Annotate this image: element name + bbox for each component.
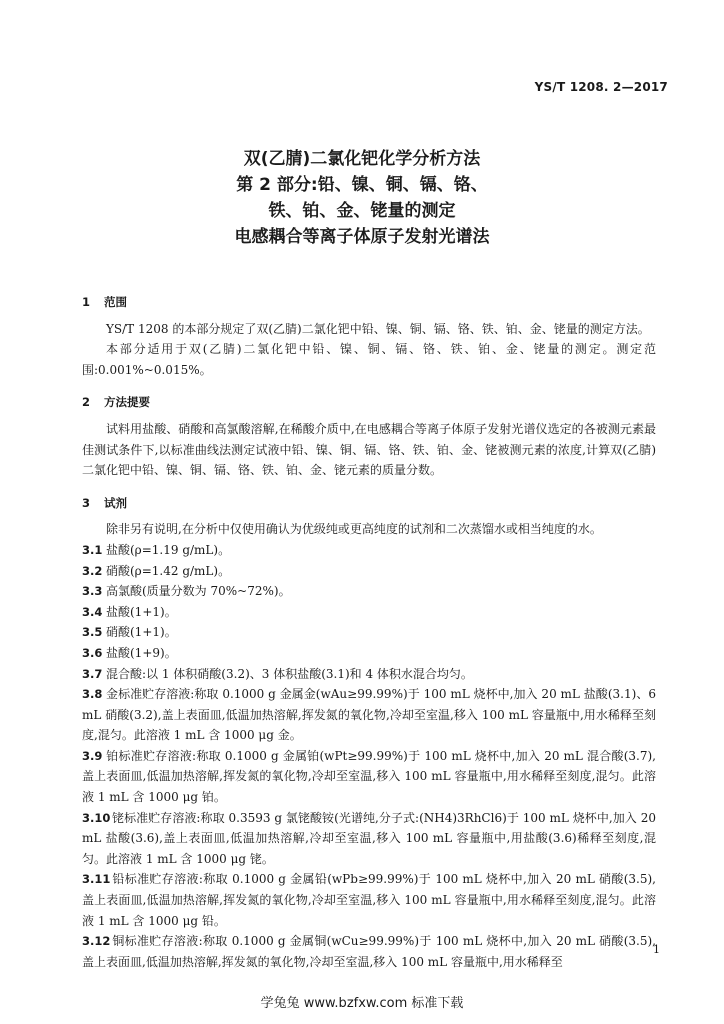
item-text: 硝酸(1+1)。 xyxy=(106,625,177,640)
item-text: 盐酸(ρ=1.19 g/mL)。 xyxy=(106,542,231,557)
item-text: 铑标准贮存溶液:称取 0.3593 g 氯铑酸铵(光谱纯,分子式:(NH4)3RhCl6)于 100 mL 烧杯中,加入 20 mL 盐酸(3.6),盖上表面皿,低温加热溶解,冷却至室温,移入 100 mL 容量瓶中,用盐酸(3.6)稀释至刻度,混匀。此溶液 1 mL 含 1000 μg 铑。 xyxy=(82,810,656,866)
item-number: 3.7 xyxy=(82,666,103,681)
title-line: 铁、铂、金、铑量的测定 xyxy=(268,201,456,221)
section-number: 1 xyxy=(82,295,91,309)
item-text: 铜标准贮存溶液:称取 0.1000 g 金属铜(wCu≥99.99%)于 100 mL 烧杯中,加入 20 mL 硝酸(3.5),盖上表面皿,低温加热溶解,挥发氮的氧化物,冷却至室温,移入 100 mL 容量瓶中,用水稀释至 xyxy=(82,934,656,969)
page-number: 1 xyxy=(653,943,660,956)
item-text: 铂标准贮存溶液:称取 0.1000 g 金属铂(wPt≥99.99%)于 100 mL 烧杯中,加入 20 mL 混合酸(3.7),盖上表面皿,低温加热溶解,挥发氮的氧化物,冷却至室温,移入 100 mL 容量瓶中,用水稀释至刻度,混匀。此溶液 1 mL 含 1000 μg 铂。 xyxy=(82,748,656,805)
reagent-item xyxy=(82,931,656,972)
reagent-item xyxy=(82,684,656,746)
item-text: 混合酸:以 1 体积硝酸(3.2)、3 体积盐酸(3.1)和 4 体积水混合均匀。 xyxy=(106,666,473,681)
section-title: 范围 xyxy=(104,295,127,309)
paragraph: 试料用盐酸、硝酸和高氯酸溶解,在稀酸介质中,在电感耦合等离子体原子发射光谱仪选定的各被测元素最佳测试条件下,以标准曲线法测定试液中铅、镍、铜、镉、铬、铁、铂、金、铑被测元素的浓度,计算双(乙腈)二氯化钯中铅、镍、铜、镉、铬、铁、铂、金、铑元素的质量分数。 xyxy=(82,421,656,478)
item-number: 3.3 xyxy=(82,584,103,599)
item-number: 3.2 xyxy=(82,563,103,578)
paragraph: 除非另有说明,在分析中仅使用确认为优级纯或更高纯度的试剂和二次蒸馏水或相当纯度的水。 xyxy=(106,522,602,537)
item-text: 铅标准贮存溶液:称取 0.1000 g 金属铅(wPb≥99.99%)于 100 mL 烧杯中,加入 20 mL 硝酸(3.5),盖上表面皿,低温加热溶解,挥发氮的氧化物,冷却至室温,移入 100 mL 容量瓶中,用水稀释至刻度,混匀。此溶液 1 mL 含 1000 μg 铅。 xyxy=(82,872,656,928)
section-heading-method xyxy=(82,392,656,413)
section-number: 3 xyxy=(82,495,91,510)
item-number: 3.11 xyxy=(82,872,111,887)
item-text: 盐酸(1+1)。 xyxy=(106,604,177,619)
item-number: 3.4 xyxy=(82,604,103,619)
item-number: 3.9 xyxy=(82,748,103,763)
item-number: 3.1 xyxy=(82,542,103,557)
paragraph: 本部分适用于双(乙腈)二氯化钯中铅、镍、铜、镉、铬、铁、铂、金、铑量的测定。测定范围:0.001%~0.015%。 xyxy=(82,342,656,377)
title-line: 电感耦合等离子体原子发射光谱法 xyxy=(234,227,490,247)
reagent-item xyxy=(82,664,656,685)
title-line: 第 2 部分:铅、镍、铜、镉、铬、 xyxy=(236,175,488,195)
section-title: 方法提要 xyxy=(104,395,150,410)
reagent-item xyxy=(82,643,656,664)
section-title: 试剂 xyxy=(104,495,127,510)
section-heading-reagents xyxy=(82,493,656,514)
reagent-item xyxy=(82,808,656,870)
reagent-item xyxy=(82,581,656,602)
standard-number: YS/T 1208. 2—2017 xyxy=(534,80,668,94)
document-body xyxy=(82,290,656,972)
document-title xyxy=(0,146,724,250)
item-number: 3.6 xyxy=(82,645,103,660)
item-number: 3.12 xyxy=(82,934,111,949)
reagent-item xyxy=(82,746,656,808)
reagent-item xyxy=(82,869,656,931)
reagent-item xyxy=(82,622,656,643)
item-text: 盐酸(1+9)。 xyxy=(106,645,177,660)
item-text: 硝酸(ρ=1.42 g/mL)。 xyxy=(106,563,231,578)
item-number: 3.8 xyxy=(82,687,103,702)
footer-watermark[interactable]: 学兔兔 www.bzfxw.com 标准下载 xyxy=(260,996,464,1011)
item-text: 金标准贮存溶液:称取 0.1000 g 金属金(wAu≥99.99%)于 100 mL 烧杯中,加入 20 mL 盐酸(3.1)、6 mL 硝酸(3.2),盖上表面皿,低温加热溶解,挥发氮的氧化物,冷却至室温,移入 100 mL 容量瓶中,用水稀释至刻度,混匀。此溶液 1 mL 含 1000 μg 金。 xyxy=(82,687,656,743)
section-heading-scope xyxy=(82,292,656,313)
reagent-item xyxy=(82,540,656,561)
reagent-item xyxy=(82,602,656,623)
item-number: 3.5 xyxy=(82,625,103,640)
item-number: 3.10 xyxy=(82,810,111,825)
paragraph: YS/T 1208 的本部分规定了双(乙腈)二氯化钯中铅、镍、铜、镉、铬、铁、铂、金、铑量的测定方法。 xyxy=(106,321,650,336)
section-number: 2 xyxy=(82,395,91,410)
reagent-item xyxy=(82,561,656,582)
title-line: 双(乙腈)二氯化钯化学分析方法 xyxy=(243,149,481,169)
item-text: 高氯酸(质量分数为 70%~72%)。 xyxy=(106,584,291,599)
